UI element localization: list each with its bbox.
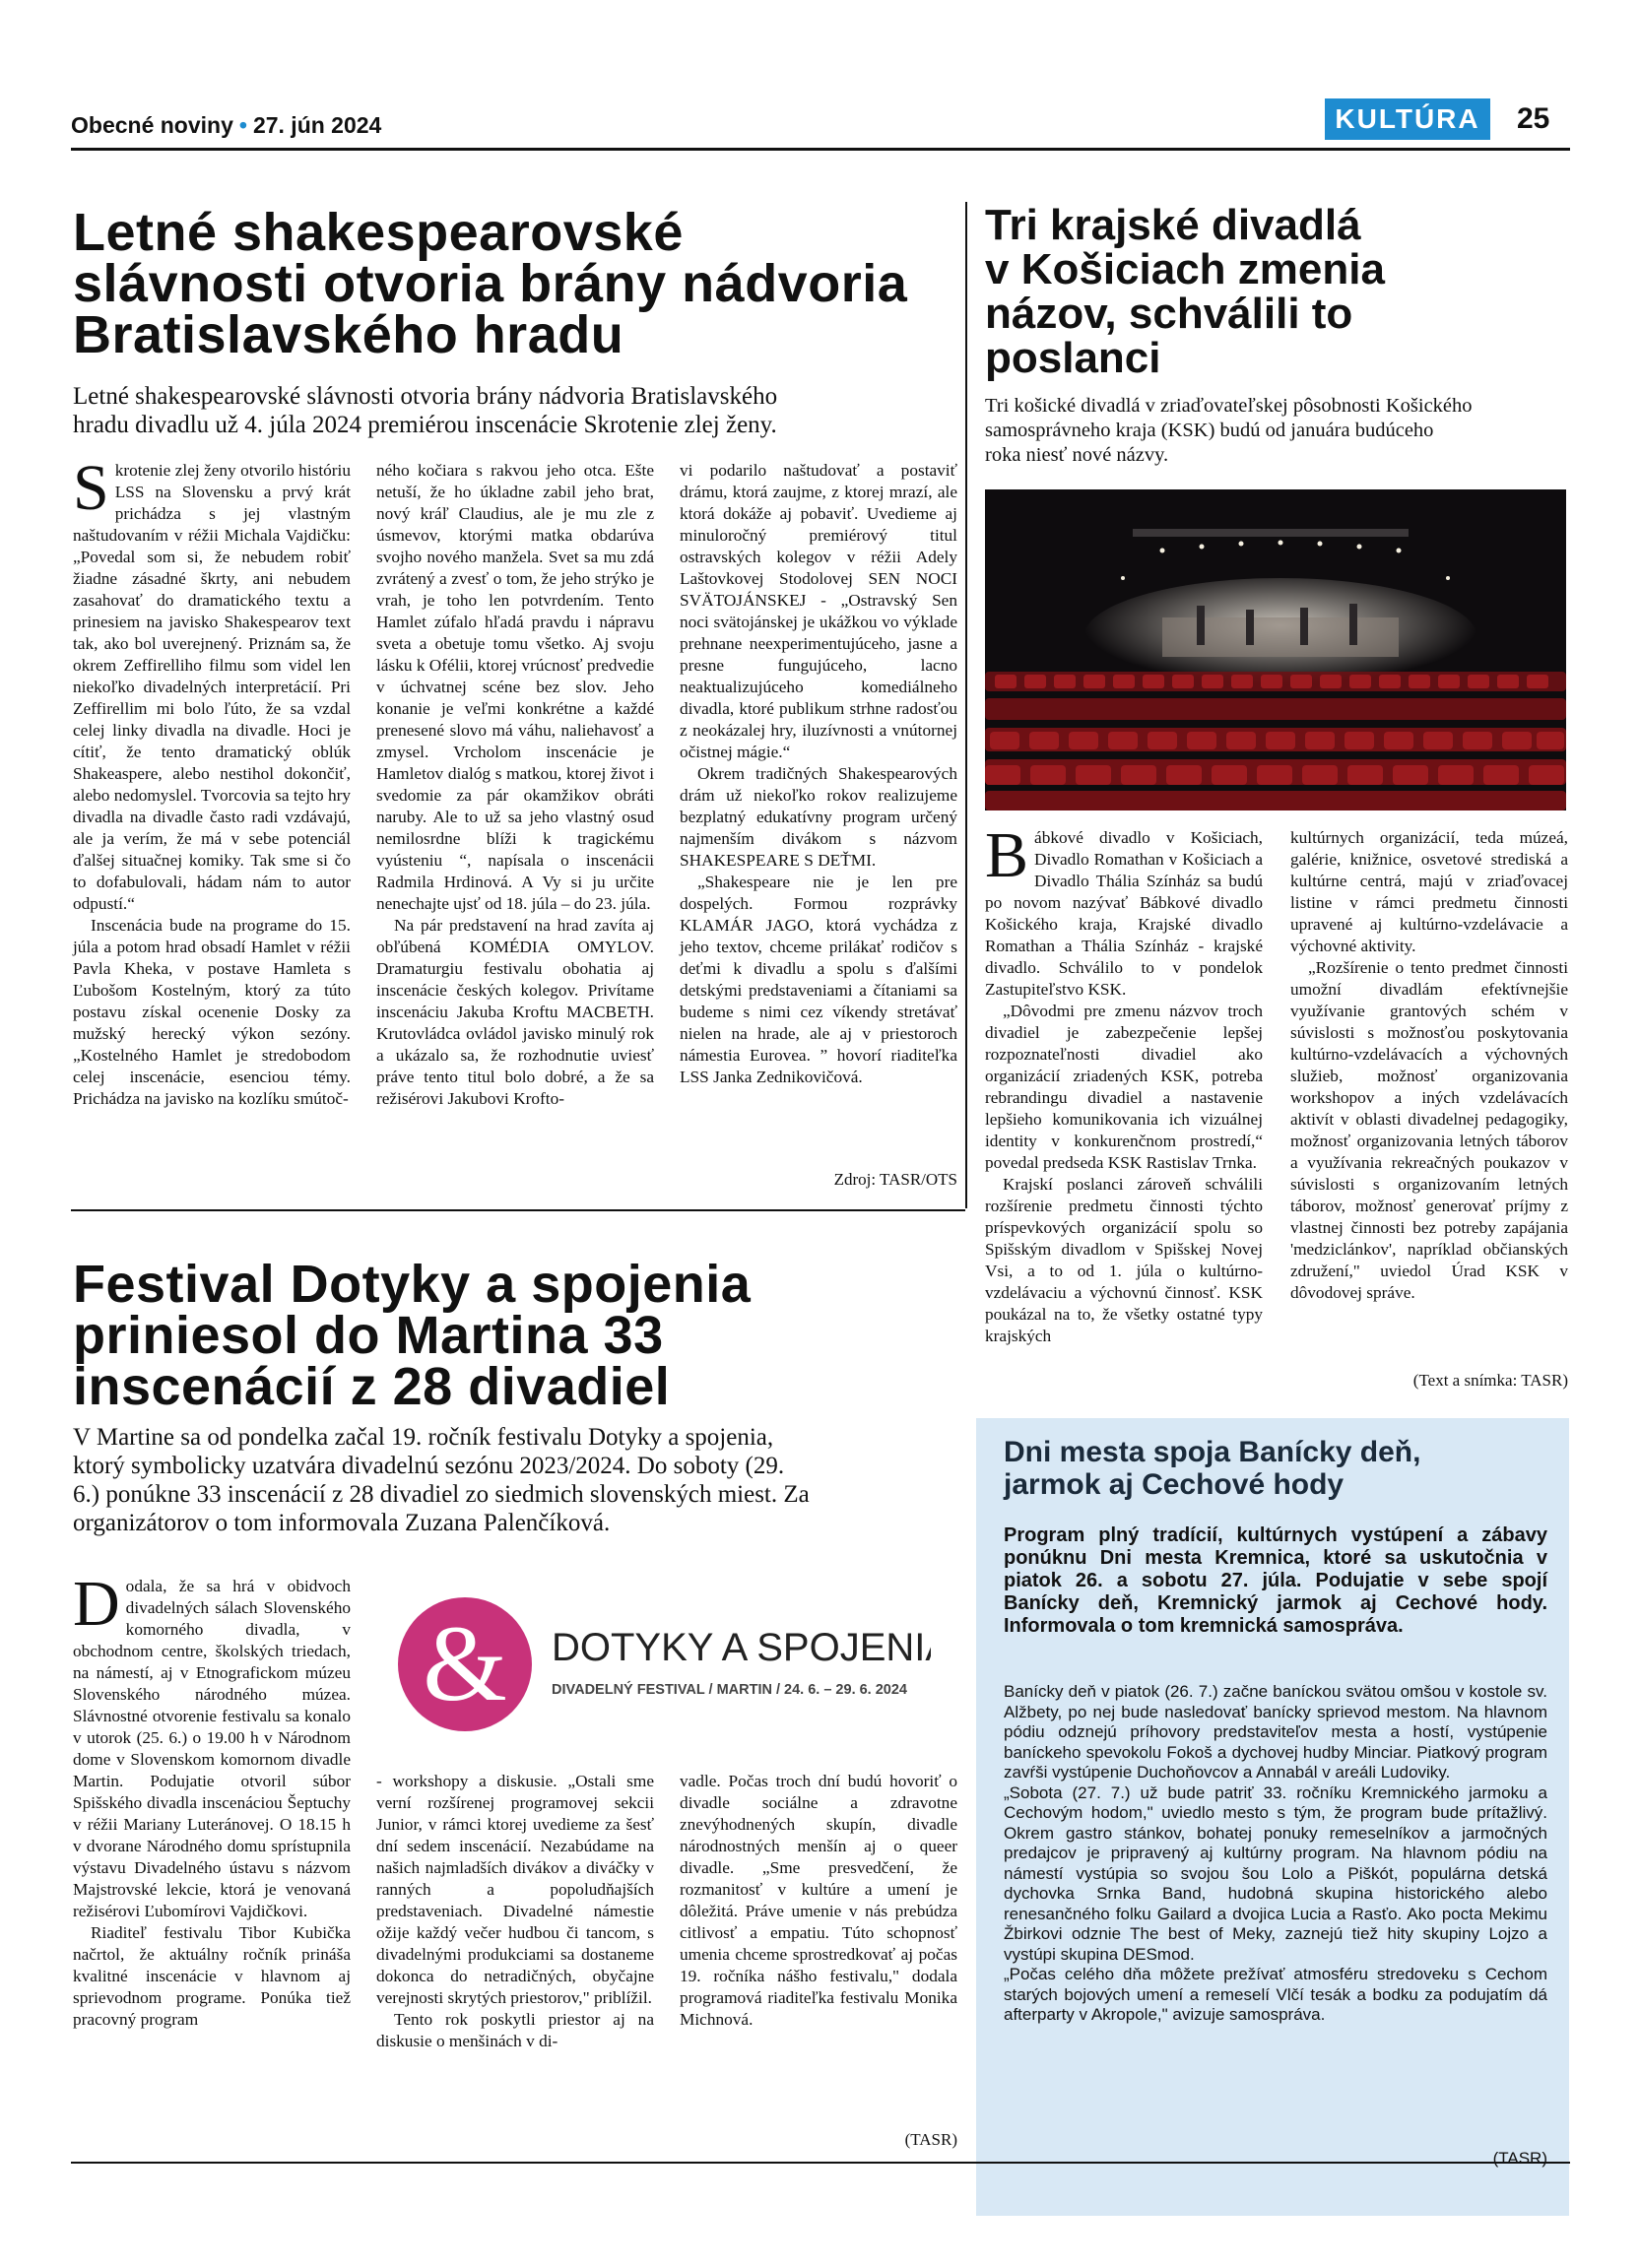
article1-column-1 [73, 452, 351, 1110]
article2-column-2 [1290, 827, 1568, 1304]
logo-tagline: DIVADELNÝ FESTIVAL / MARTIN / 24. 6. – 29. 6. 2024 [552, 1682, 907, 1698]
drop-cap: D [73, 1568, 120, 1640]
article1-paragraph: Okrem tradičných Shakespearových drám už niekoľko rokov realizujeme bezplatný edukatívny program určený najmenším divákom s názvom SHAKESPEARE S DEŤMI. [680, 764, 957, 870]
article1-paragraph-text: krotenie zlej ženy otvorilo históriu LSS na Slovensku a prvý krát prichádza s jej vlastným naštudovaním v réžii Michala Vajdičku: „Povedal som si, že nebudem robiť žiadne zásadné škrty, ani nebudem zasahovať do dramatického textu a prinesiem na javisko Shakespearov text tak, ako bol uverejnený. Priznám sa, že okrem Zeffirelliho filmu som videl len niekoľko divadelných interpretácií. Pri Zeffirellim mi bolo ľúto, že sa vzdal celej linky divadla na divadle. Hoci je cítiť, že tento dramatický oblúk Shakeaspere, alebo nestihol dokončiť, alebo nedomyslel. Tvorcovia sa tejto hry divadla na divadle často radi vzdávajú, ale ja verím, že má v sebe potenciál ďalšej situačnej komiky. Tak sme si čo to dofabulovali, hádam nám to autor odpustí.“ [73, 461, 351, 913]
article2-lead-line: Tri košické divadlá v zriaďovateľskej pôsobnosti Košického [985, 395, 1473, 417]
article2-title-line: názov, schválili to [985, 290, 1353, 338]
drop-cap: B [985, 819, 1029, 891]
article2-paragraph [985, 819, 1263, 1001]
article3-title-line: inscenácií z 28 divadiel [73, 1357, 671, 1416]
section-rule [71, 1209, 965, 1211]
article2-paragraph: Krajskí poslanci zároveň schválili rozšírenie predmetu činnosti týchto príspevkových organizácií spolu so Spišským divadlom v Spišskej Novej Vsi, a to od 1. júla o kultúrno-vzdelávaciu a výchovnú činnosť. KSK poukázal na to, že všetky ostatné typy krajských [985, 1175, 1263, 1345]
article1-title [73, 203, 959, 364]
article1-paragraph: Na pár predstavení na hrad zavíta aj obľúbená KOMÉDIA OMYLOV. Dramaturgiu festivalu obohatia aj inscenácie českých kolegov. Privítame inscenáciu Jakuba Kroftu MACBETH. Krutovládca ovládol javisko minulý rok a ukázalo sa, že rozhodnutie uviesť práve tento titul bolo dobré, a že sa režisérovi Jakubovi Krofto- [376, 916, 654, 1108]
article3-paragraph: - workshopy a diskusie. „Ostali sme verní rozšírenej programovej sekcii Junior, v rámci ktorej uvedieme za šesť dní sedem inscenácií. Nezabúdame na našich najmladších divákov a diváčky v ranných a popoludňajších predstaveniach. Divadelné námestie ožije každý večer hudbou či tancom, s divadelnými produkciami sa dostaneme dokonca do netradičných, obyčajne verejnosti skrytých priestorov," priblížil. [376, 1772, 654, 2007]
article3-paragraph: Riaditeľ festivalu Tibor Kubička načrtol, že aktuálny ročník prináša kvalitné inscenácie v hlavnom aj sprievodnom programe. Ponúka tiež pracovný program [73, 1923, 351, 2029]
theatre-photo [985, 489, 1566, 810]
sidebar-paragraph: „Počas celého dňa môžete prežívať atmosféru stredoveku s Cechom starých bojových umení a remeselí Vlčí tesák a bodku za podujatím dá afterparty v Akropole," avizuje samospráva. [1004, 1965, 1547, 2024]
article1-title-line: slávnosti otvoria brány nádvoria [73, 254, 908, 313]
page-header [71, 112, 381, 139]
article2-title-line: Tri krajské divadlá [985, 201, 1361, 249]
sidebar-box [976, 1418, 1569, 2216]
article3-column-3 [680, 1771, 957, 2031]
article3-title [73, 1255, 959, 1416]
article3-credit: (TASR) [904, 2130, 957, 2149]
logo-name: DOTYKY A SPOJENIA [552, 1626, 931, 1669]
article3-column-2 [376, 1771, 654, 2052]
column-divider [965, 202, 967, 1208]
sidebar-paragraph: „Sobota (27. 7.) už bude patriť 33. ročníku Kremnického jarmoku a Cechovým hodom," uviedlo mesto s tým, že program bude prítažlivý. Okrem gastro stánkov, bohatej ponuky remeselníkov a jarmočných predajcov je pripravený aj kultúrny program. Na hlavnom pódiu na námestí vystúpia so svojou šou Lolo a Piškót, populárna detská dychovka Srnka Band, hudobná skupina historického alebo renesančného folku Gailard a dvojica Lucia a Rasťo. Ako pocta Mekimu Žbirkovi odznie The best of Meky, zaznejú tiež hity skupiny Lojzo a vystúpi skupina DESmod. [1004, 1782, 1547, 1964]
article2-column-1 [985, 819, 1263, 1347]
logo-ampersand: & [423, 1603, 507, 1723]
bullet-separator: • [238, 112, 247, 138]
article1-lead-line: hradu divadlu už 4. júla 2024 premiérou inscenácie Skrotenie zlej ženy. [73, 412, 777, 438]
article1-title-line: Bratislavského hradu [73, 305, 624, 364]
article3-lead-line: organizátorov o tom informovala Zuzana Palenčíková. [73, 1510, 611, 1536]
article1-credit: Zdroj: TASR/OTS [833, 1170, 957, 1189]
article2-lead-line: roka niesť nové názvy. [985, 444, 1169, 466]
article1-title-line: Letné shakespearovské [73, 203, 684, 262]
article1-paragraph: Inscenácia bude na programe do 15. júla a potom hrad obsadí Hamlet v réžii Pavla Kheka, v postave Hamleta s Ľubošom Kostelným, ktorý za túto postavu získal ocenenie Dosky za mužský herecký výkon sezóny. „Kostelného Hamlet je stredobodom celej inscenácie, esenciou témy. Prichádza na javisko na kozlíku smútoč- [73, 916, 351, 1108]
sidebar-title-line: jarmok aj Cechové hody [1004, 1468, 1345, 1501]
publication-name: Obecné noviny [71, 112, 233, 138]
sidebar-paragraph: Banícky deň v piatok (26. 7.) začne baníckou svätou omšou v kostole sv. Alžbety, po nej bude nasledovať banícky sprievod mestom. Na hlavnom pódiu odznejú príhovory predstaviteľov mesta a hostí, vystúpenie baníckeho spevokolu Fokoš a dychovej hudby Minciar. Piatkový program zavŕši vystúpenie Duchoňovcov a Annabál v areáli Ludoviky. [1004, 1682, 1547, 1782]
article3-paragraph [73, 1568, 351, 1922]
sidebar-credit: (TASR) [1492, 2149, 1547, 2168]
sidebar-lead: Program plný tradícií, kultúrnych vystúpení a zábavy ponúknu Dni mesta Kremnica, ktoré sa uskutočnia v piatok 26. a sobotu 27. júla. Podujatie v sebe spojí Banícky deň, Kremnický jarmok aj Cechové hody. Informovala o tom kremnická samospráva. [1004, 1524, 1547, 1637]
article2-title-line: v Košiciach zmenia [985, 245, 1385, 293]
article2-title [985, 203, 1566, 380]
issue-date: 27. jún 2024 [252, 112, 382, 138]
article3-paragraph-text: odala, že sa hrá v obidvoch divadelných sálach Slovenského komorného divadla, v obchodnom centre, školských triedach, na námestí, aj v Etnografickom múzeu Slovenského národného múzea. Slávnostné otvorenie festivalu sa konalo v utorok (25. 6.) o 19.00 h v Národnom dome v Slovenskom komornom divadle Martin. Podujatie otvoril súbor Spišského divadla inscenáciou Šeptuchy v réžii Mariany Luteránovej. O 18.15 h v dvorane Národného domu sprístupnila výstavu Divadelného ústavu s názvom Majstrovské lekcie, ktorá je venovaná režisérovi Ľubomírovi Vajdičkovi. [73, 1577, 351, 1920]
article2-paragraph: „Dôvodmi pre zmenu názvov troch divadiel je zabezpečenie lepšej rozpoznateľnosti divadiel ako organizácií zriadených KSK, potreba rebrandingu divadiel a nastavenie lepšieho komunikovania ich vizuálnej identity v konkurenčnom prostredí,“ povedal predseda KSK Rastislav Trnka. [985, 1002, 1263, 1172]
article1-lead [73, 382, 969, 439]
drop-cap: S [73, 452, 109, 524]
article2-paragraph-text: ábkové divadlo v Košiciach, Divadlo Romathan v Košiciach a Divadlo Thália Színház sa budú po novom nazývať Bábkové divadlo Košického kraja, Krajské divadlo Romathan a Thália Színház - krajské divadlo. Schválilo to v pondelok Zastupiteľstvo KSK. [985, 828, 1263, 999]
article1-lead-line: Letné shakespearovské slávnosti otvoria brány nádvoria Bratislavského [73, 383, 778, 410]
article3-lead-line: ktorý symbolicky uzatvára divadelnú sezónu 2023/2024. Do soboty (29. [73, 1453, 785, 1479]
article3-lead-line: 6.) ponúkne 33 inscenácií z 28 divadiel zo siedmich slovenských miest. Za [73, 1481, 810, 1508]
article1-column-3 [680, 460, 957, 1088]
article2-lead [985, 394, 1568, 468]
article3-paragraph: Tento rok poskytli priestor aj na diskusie o menšinách v di- [376, 2010, 654, 2050]
page-number: 25 [1517, 102, 1550, 135]
article1-paragraph: „Shakespeare nie je len pre dospelých. Formou rozprávky KLAMÁR JAGO, ktorá vychádza z jeho textov, chceme prilákať rodičov s deťmi k divadlu a spolu s ďalšími detskými predstaveniami a čítaniami sa budeme s nimi cez víkendy stretávať nielen na hrade, ale aj v priestoroch námestia Eurovea. ” hovorí riaditeľka LSS Janka Zednikovičová. [680, 873, 957, 1086]
article2-paragraph: kultúrnych organizácií, teda múzeá, galérie, knižnice, osvetové strediská a kultúrne centrá, majú v zriaďovacej listine v rámci predmetu činnosti upravené aj kultúrno-vzdelávacie a výchovné aktivity. [1290, 828, 1568, 955]
article1-paragraph: vi podarilo naštudovať a postaviť drámu, ktorá zaujme, z ktorej mrazí, ale ktorá dokáže aj pobaviť. Uvedieme aj minuloročný premiérový titul ostravských kolegov v réžii Adely Laštovkovej Stodolovej SEN NOCI SVÄTOJÁNSKEJ - „Ostravský Sen noci svätojánskej je ukážkou vo výklade prehnane neexperimentujúceho, jasne a presne fungujúceho, lacno neaktualizujúceho komediálneho divadla, ktoré publikum strhne radosťou z neokázalej hry, iluzívnosti a vnútornej očistnej mágie.“ [680, 461, 957, 761]
article1-paragraph: ného kočiara s rakvou jeho otca. Ešte netuší, že ho úkladne zabil jeho brat, nový kráľ Claudius, ale je mu zle z úsmevov, ktorými matka obdarúva svojho nového manžela. Svet sa mu zdá zvrátený a zvesť o tom, že jeho strýko je vrah, je toho len potvrdením. Tento Hamlet zúfalo hľadá pravdu i nápravu sveta a obetuje tomu všetko. Aj svoju lásku k Ofélii, ktorej vrúcnosť predvedie v úchvatnej scéne bez slov. Jeho konanie je veľmi konkrétne a každé prenesené slovo má váhu, naliehavosť a zmysel. Vrcholom inscenácie je Hamletov dialóg s matkou, ktorej život i svedomie za pár okamžikov obráti naruby. Ale to už sa jeho vlastný osud nemilosrdne blíži k tragickému vyústeniu “, napísala o inscenácii Radmila Hrdinová. A Vy si ju určite nenechajte ujsť od 18. júla – do 23. júla. [376, 461, 654, 913]
sidebar-body [1004, 1682, 1547, 2026]
sidebar-title [1004, 1436, 1555, 1501]
article1-paragraph [73, 452, 351, 915]
article3-title-line: Festival Dotyky a spojenia [73, 1255, 752, 1314]
header-rule [71, 148, 1570, 151]
theatre-auditorium-image [985, 489, 1566, 810]
article2-credit: (Text a snímka: TASR) [1412, 1371, 1568, 1390]
article3-paragraph: vadle. Počas troch dní budú hovoriť o divadle sociálne a zdravotne znevýhodnených skupín, divadle národnostných menšín aj o queer divadle. „Sme presvedčení, že rozmanitosť v kultúre a umení je dôležitá. Práve umenie v nás prebúdza citlivosť a empatiu. Túto schopnosť umenia chceme sprostredkovať aj počas 19. ročníka nášho festivalu," dodala programová riaditeľka festivalu Monika Michnová. [680, 1772, 957, 2029]
article2-lead-line: samosprávneho kraja (KSK) budú od januára budúceho [985, 420, 1434, 441]
article2-paragraph: „Rozšírenie o tento predmet činnosti umožní divadlám efektívnejšie využívanie grantových schém v súvislosti s možnosťou poskytovania kultúrno-vzdelávacích a výchovných služieb, možnosť organizovania workshopov a iných vzdelávacích aktivít v oblasti divadelnej pedagogiky, možnosť organizovania letných táborov a využívania rekreačných poukazov v súvislosti s organizovaním letných táborov, možnosť generovať príjmy z vlastnej činnosti bez potreby zapájania 'medziclánkov', napríklad občianských združení," uviedol Úrad KSK v dôvodovej správe. [1290, 958, 1568, 1302]
festival-logo-graphic [394, 1574, 931, 1738]
section-tag: KULTÚRA [1325, 98, 1490, 140]
sidebar-title-line: Dni mesta spoja Banícky deň, [1004, 1436, 1421, 1468]
festival-logo [394, 1574, 931, 1738]
article1-column-2 [376, 460, 654, 1110]
article3-title-line: priniesol do Martina 33 [73, 1306, 664, 1365]
article3-column-1 [73, 1568, 351, 2031]
article3-lead-line: V Martine sa od pondelka začal 19. ročník festivalu Dotyky a spojenia, [73, 1424, 774, 1451]
article2-title-line: poslanci [985, 334, 1161, 382]
footer-rule [71, 2162, 1570, 2164]
article3-lead [73, 1423, 969, 1537]
